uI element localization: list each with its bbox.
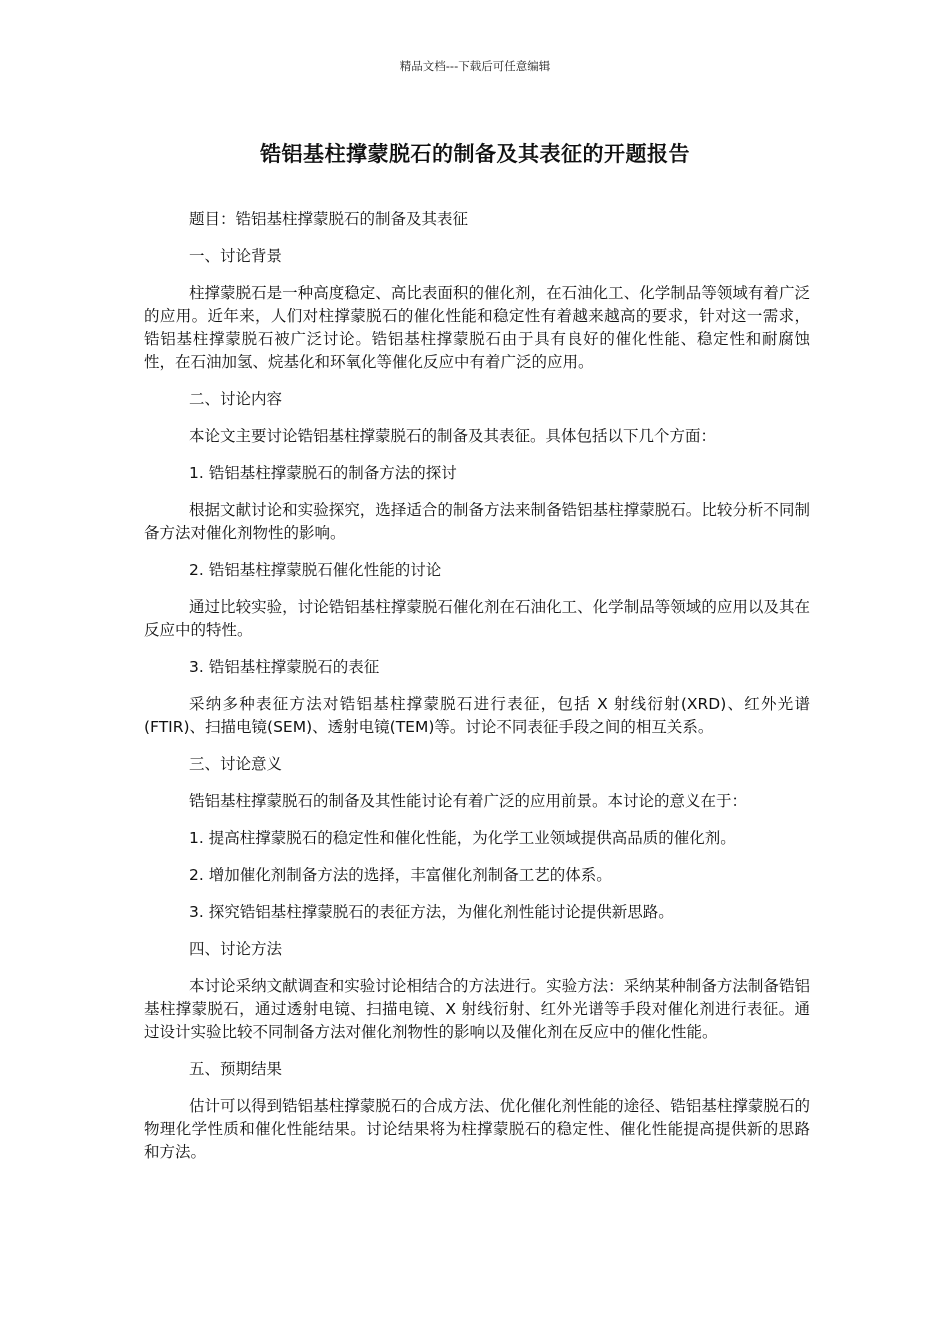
subject-line: 题目：锆铝基柱撑蒙脱石的制备及其表征 [189, 210, 469, 228]
document-title: 锆铝基柱撑蒙脱石的制备及其表征的开题报告 [260, 142, 690, 166]
header-note: 精品文档---下载后可任意编辑 [399, 59, 551, 73]
paragraph-content-intro: 本论文主要讨论锆铝基柱撑蒙脱石的制备及其表征。具体包括以下几个方面： [189, 427, 717, 445]
paragraph-significance-intro: 锆铝基柱撑蒙脱石的制备及其性能讨论有着广泛的应用前景。本讨论的意义在于： [189, 792, 748, 810]
paragraph-background: 柱撑蒙脱石是一种高度稳定、高比表面积的催化剂，在石油化工、化学制品等领域有着广泛的应用。近年来，人们对柱撑蒙脱石的催化性能和稳定性有着越来越高的要求，针对这一需求，锆铝基柱撑蒙脱石被广泛讨论。锆铝基柱撑蒙脱石由于具有良好的催化性能、稳定性和耐腐蚀性，在石油加氢、烷基化和环氧化等催化反应中有着广泛的应用。 [144, 284, 810, 371]
document-body [144, 208, 810, 1178]
significance-point-2: 2. 增加催化剂制备方法的选择，丰富催化剂制备工艺的体系。 [189, 866, 612, 884]
paragraph-item-3: 采纳多种表征方法对锆铝基柱撑蒙脱石进行表征，包括 X 射线衍射(XRD)、红外光谱(FTIR)、扫描电镜(SEM)、透射电镜(TEM)等。讨论不同表征手段之间的相互关系。 [144, 695, 810, 736]
paragraph-item-1: 根据文献讨论和实验探究，选择适合的制备方法来制备锆铝基柱撑蒙脱石。比较分析不同制备方法对催化剂物性的影响。 [144, 501, 810, 542]
section-heading-background: 一、讨论背景 [189, 247, 283, 265]
significance-point-3: 3. 探究锆铝基柱撑蒙脱石的表征方法，为催化剂性能讨论提供新思路。 [189, 903, 674, 921]
item-heading-3: 3. 锆铝基柱撑蒙脱石的表征 [189, 658, 380, 676]
paragraph-item-2: 通过比较实验，讨论锆铝基柱撑蒙脱石催化剂在石油化工、化学制品等领域的应用以及其在反应中的特性。 [144, 598, 810, 639]
section-heading-content: 二、讨论内容 [189, 390, 283, 408]
significance-point-1: 1. 提高柱撑蒙脱石的稳定性和催化性能，为化学工业领域提供高品质的催化剂。 [189, 829, 736, 847]
section-heading-expected: 五、预期结果 [189, 1060, 283, 1078]
item-heading-1: 1. 锆铝基柱撑蒙脱石的制备方法的探讨 [189, 464, 457, 482]
paragraph-method: 本讨论采纳文献调查和实验讨论相结合的方法进行。实验方法：采纳某种制备方法制备锆铝基柱撑蒙脱石，通过透射电镜、扫描电镜、X 射线衍射、红外光谱等手段对催化剂进行表征。通过设计实验比较不同制备方法对催化剂物性的影响以及催化剂在反应中的催化性能。 [144, 977, 810, 1041]
paragraph-expected: 估计可以得到锆铝基柱撑蒙脱石的合成方法、优化催化剂性能的途径、锆铝基柱撑蒙脱石的物理化学性质和催化性能结果。讨论结果将为柱撑蒙脱石的稳定性、催化性能提高提供新的思路和方法。 [144, 1097, 810, 1161]
section-heading-method: 四、讨论方法 [189, 940, 283, 958]
item-heading-2: 2. 锆铝基柱撑蒙脱石催化性能的讨论 [189, 561, 442, 579]
section-heading-significance: 三、讨论意义 [189, 755, 283, 773]
